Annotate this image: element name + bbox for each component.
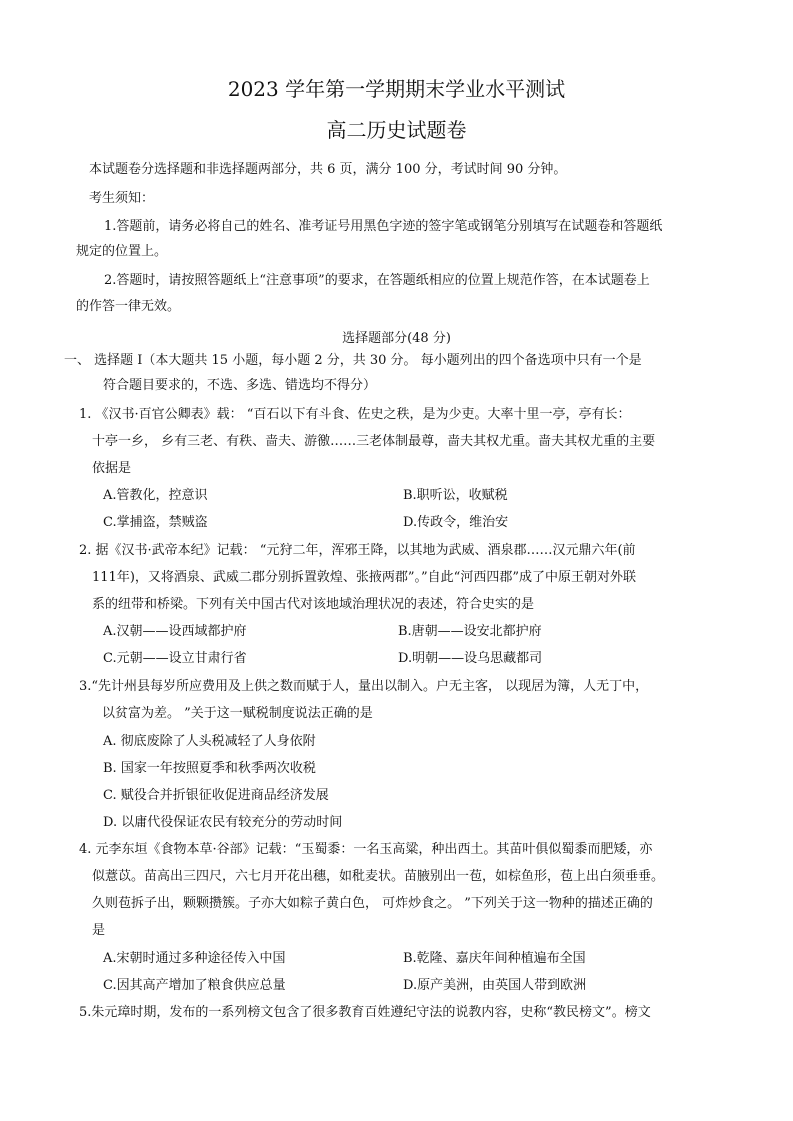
question-line: 1. 《汉书·百官公卿表》载： “百石以下有斗食、佐史之秩，是为少吏。大率十里一亭，亭有长： (79, 407, 631, 422)
option-a: A.管教化，控意识 (103, 488, 208, 503)
section-heading-b: 符合题目要求的，不选、多选、错选均不得分） (103, 378, 377, 393)
notice-heading: 考生须知： (89, 191, 155, 206)
question-line: 2. 据《汉书·武帝本纪》记载： “元狩二年，浑邪王降，以其地为武威、酒泉郡……汉元鼎六年(前 (79, 543, 636, 558)
question-line: 3.“先计州县每岁所应费用及上供之数而赋于人，量出以制入。户无主客， 以现居为簿，人无丁中， (79, 679, 649, 694)
question-line: 是 (92, 923, 106, 938)
option-b: B. 国家一年按照夏季和秋季两次收税 (103, 761, 316, 776)
question-line: 4. 元李东垣《食物本草·谷部》记载：“玉蜀黍：一名玉高粱，种出西土。其苗叶俱似蜀黍而肥矮，亦 (79, 842, 653, 857)
option-d: D.传政令，维治安 (403, 515, 509, 530)
question-line: 久则苞拆子出，颗颗攒簇。子亦大如粽子黄白色， 可炸炒食之。 ”下列关于这一物种的描述正确的 (92, 896, 653, 911)
intro-line: 本试题卷分选择题和非选择题两部分，共 6 页，满分 100 分，考试时间 90 分钟。 (89, 162, 567, 177)
question-line: 以贫富为差。 ”关于这一赋税制度说法正确的是 (102, 706, 373, 721)
option-d: D.明朝——设乌思藏都司 (398, 651, 543, 666)
option-d: D. 以庸代役保证农民有较充分的劳动时间 (103, 815, 343, 830)
option-b: B.唐朝——设安北都护府 (398, 624, 542, 639)
notice-1b: 规定的位置上。 (76, 244, 168, 259)
option-b: B.乾隆、嘉庆年间种植遍布全国 (403, 951, 586, 966)
question-line: 5.朱元璋时期，发布的一系列榜文包含了很多教育百姓遵纪守法的说教内容，史称“教民榜文”。榜文 (79, 1005, 651, 1020)
option-c: C.元朝——设立甘肃行省 (103, 651, 247, 666)
question-line: 依据是 (92, 461, 132, 476)
question-line: 111年)，又将酒泉、武威二郡分别拆置敦煌、张掖两郡”。”自此“河西四郡”成了中原王朝对外联 (92, 570, 636, 585)
option-a: A. 彻底废除了人头税减轻了人身依附 (103, 734, 316, 749)
option-c: C.掌捕盗，禁贼盗 (103, 515, 208, 530)
option-a: A.宋朝时通过多种途径传入中国 (103, 951, 286, 966)
exam-title: 2023 学年第一学期期末学业水平测试 (227, 77, 566, 101)
option-c: C. 赋役合并折银征收促进商品经济发展 (103, 788, 329, 803)
option-a: A.汉朝——设西域都护府 (103, 624, 247, 639)
question-line: 十亭一乡， 乡有三老、有秩、啬夫、游徼……三老体制最尊，啬夫其权尤重。啬夫其权尤重的主要 (92, 434, 656, 449)
notice-2a: 2.答题时，请按照答题纸上“注意事项”的要求，在答题纸相应的位置上规范作答，在本试题卷上 (104, 273, 650, 288)
section-heading-a: 一、 选择题 Ⅰ（本大题共 15 小题，每小题 2 分，共 30 分。 每小题列出的四个备选项中只有一个是 (64, 353, 642, 368)
option-d: D.原产美洲，由英国人带到欧洲 (403, 978, 587, 993)
notice-1a: 1.答题前，请务必将自己的姓名、准考证号用黑色字迹的签字笔或钢笔分别填写在试题卷和答题纸 (104, 219, 663, 234)
section-title: 选择题部分(48 分) (342, 331, 451, 346)
option-c: C.因其高产增加了粮食供应总量 (103, 978, 286, 993)
option-b: B.职听讼，收赋税 (403, 488, 508, 503)
notice-2b: 的作答一律无效。 (76, 299, 181, 314)
question-line: 似薏苡。苗高出三四尺，六七月开花出穗，如秕麦状。苗腋别出一苞，如棕鱼形，苞上出白须垂垂。 (92, 869, 665, 884)
question-line: 系的纽带和桥梁。下列有关中国古代对该地域治理状况的表述，符合史实的是 (92, 597, 535, 612)
exam-subtitle: 高二历史试题卷 (326, 118, 467, 142)
